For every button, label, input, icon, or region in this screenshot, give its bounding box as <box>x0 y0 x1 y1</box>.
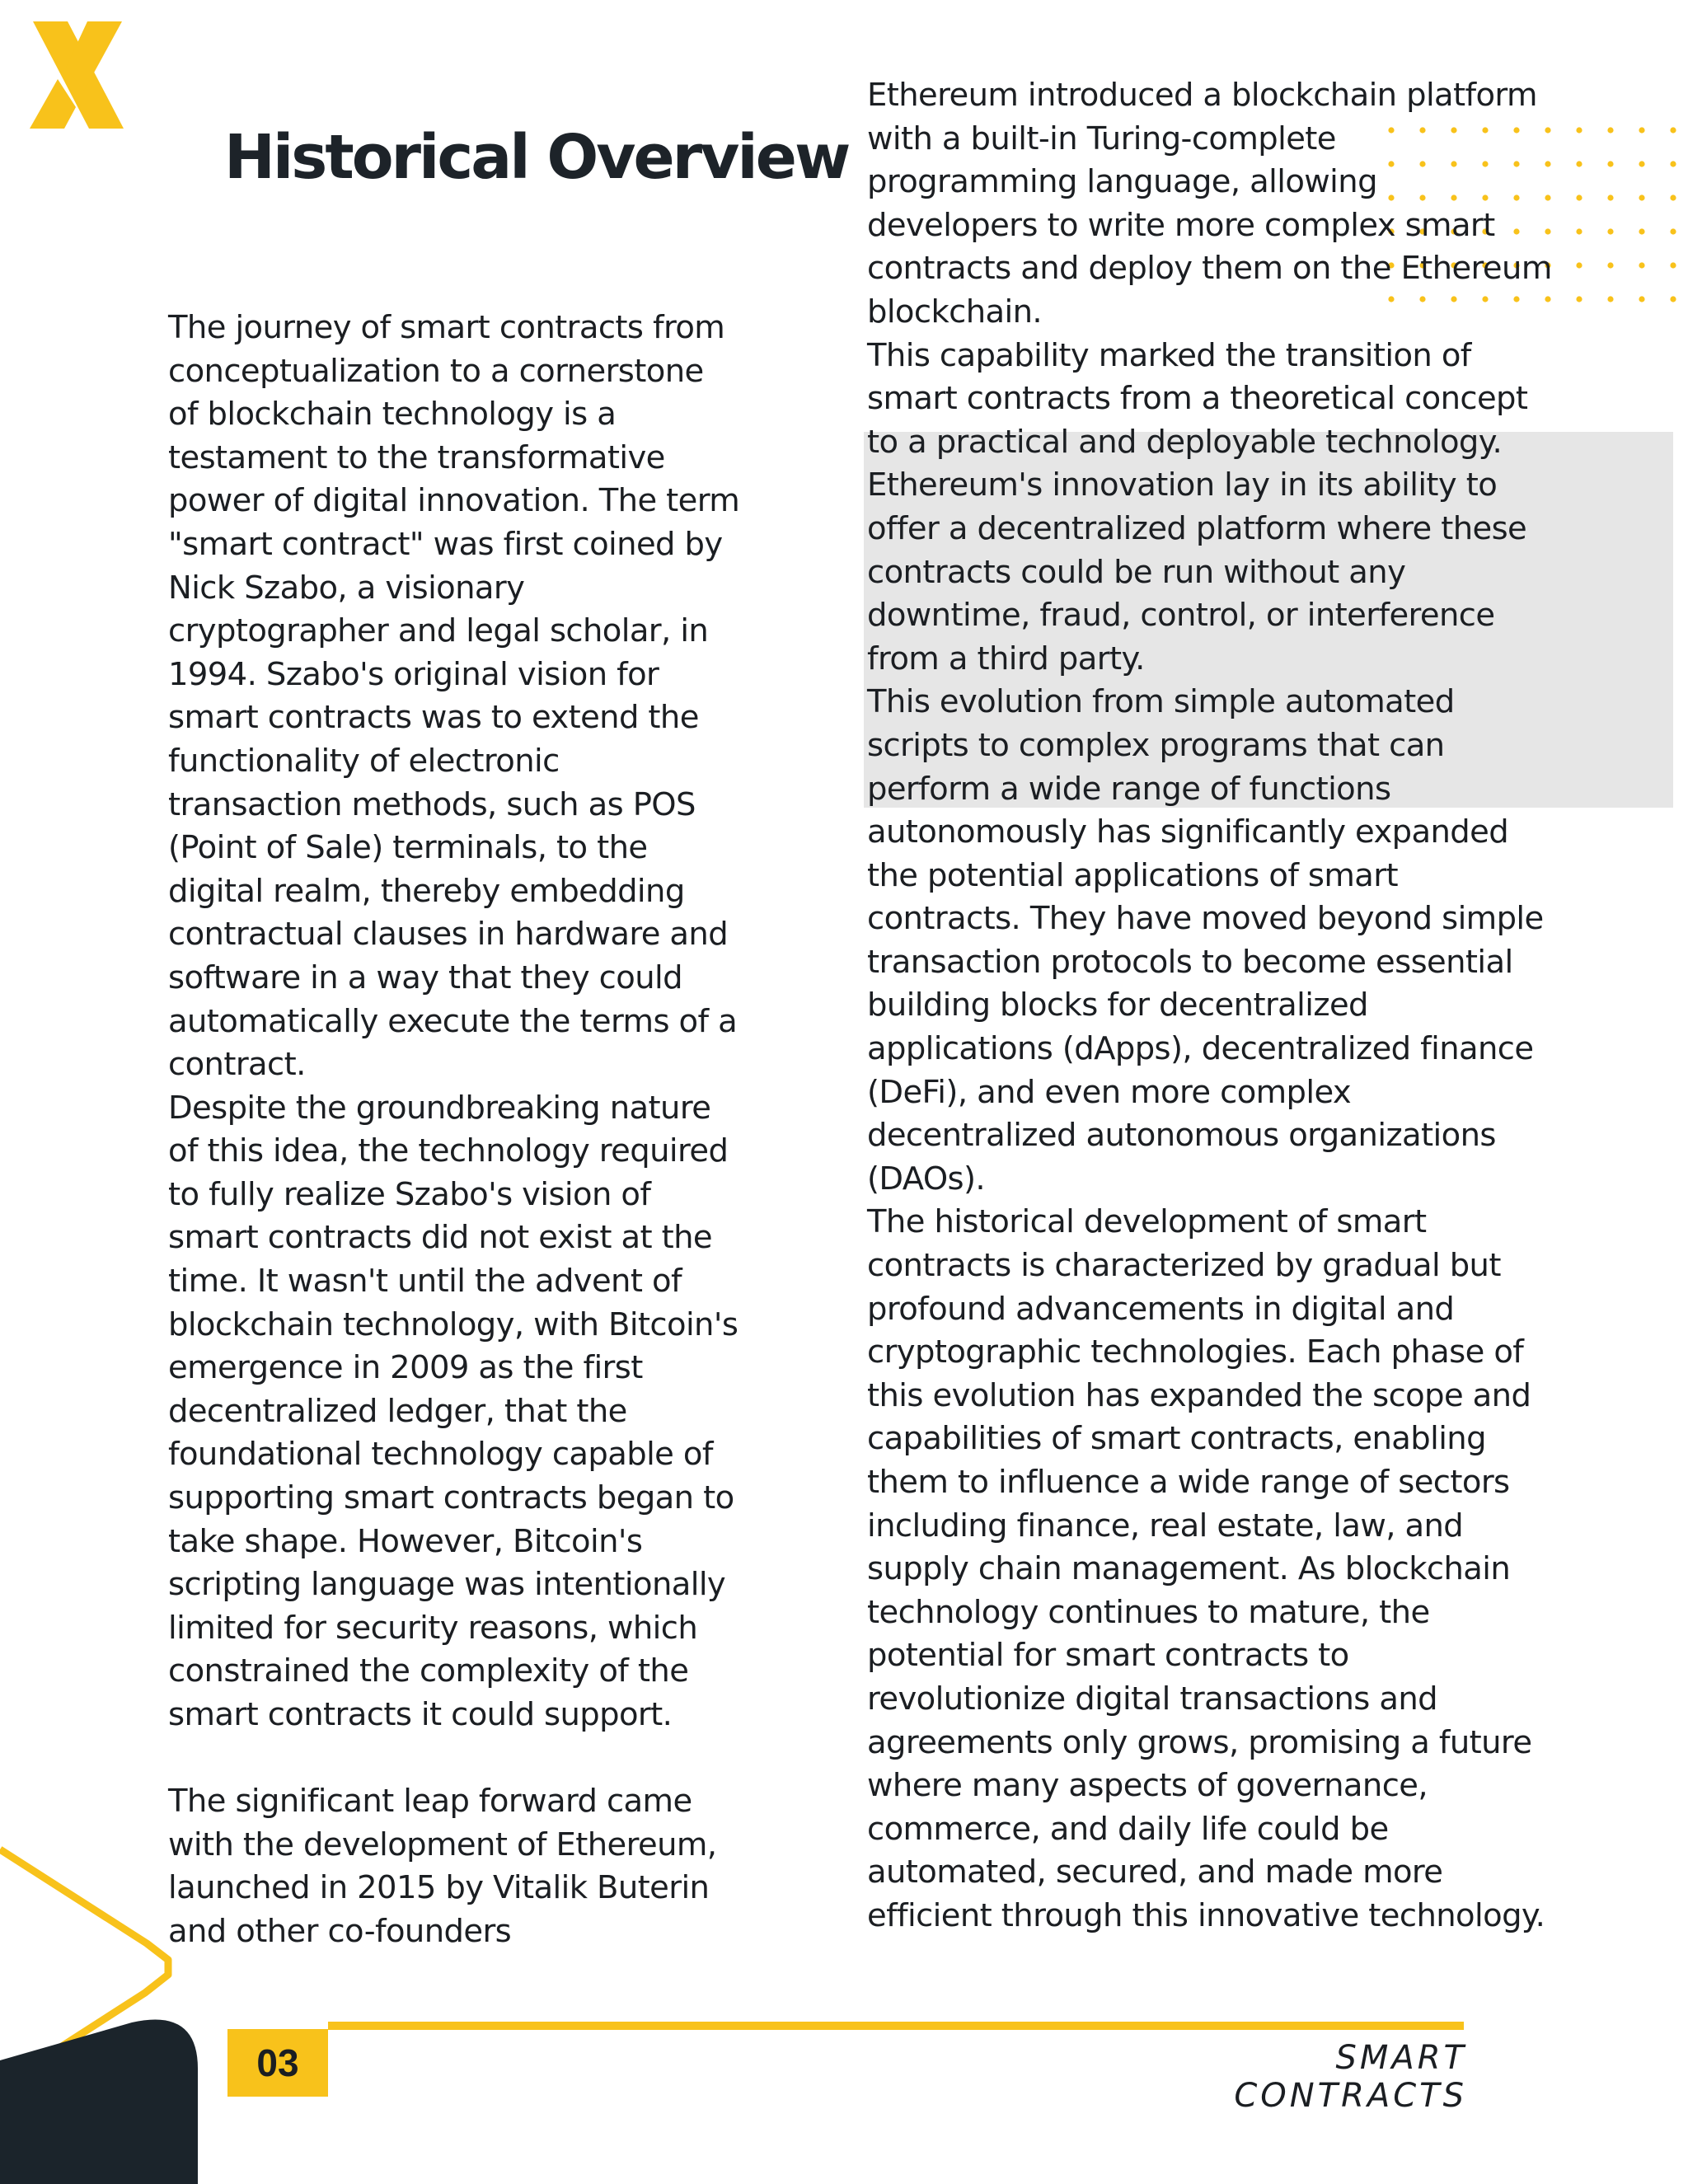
decor-dot <box>1639 228 1644 234</box>
decor-dot <box>1670 262 1676 268</box>
decor-dot <box>1670 161 1676 166</box>
left-column-text: The journey of smart contracts from conceptualization to a cornerstone of blockchain technology is a testament to the transformative power of digital innovation. The term "smart contract" was first coined by Nick Szabo, a visionary cryptographer and legal scholar, in 1994. Szabo's original vision for smart contracts was to extend the functionality of electronic transaction methods, such as POS (Point of Sale) terminals, to the digital realm, thereby embedding contractual clauses in hardware and software in a way that they could automatically execute the terms of a contract. Despite the groundbreaking nature of this idea, the technology required to fully realize Szabo's vision of smart contracts did not exist at the time. It wasn't until the advent of blockchain technology, with Bitcoin's emergence in 2009 as the first decentralized ledger, that the foundational technology capable of supporting smart contracts began to take shape. However, Bitcoin's scripting language was intentionally limited for security reasons, which constrained the complexity of the smart contracts it could support. The significant leap forward came with the development of Ethereum, launched in 2015 by Vitalik Buterin and other co-founders <box>168 309 740 1950</box>
footer-accent-line <box>328 2022 1464 2030</box>
decor-dot <box>1607 194 1613 200</box>
right-column-text: Ethereum introduced a blockchain platform with a built-in Turing-complete programming language, allowing developers to write more complex smart contracts and deploy them on the Ethereum blockchain. This capability marked the transition of smart contracts from a theoretical concept to a practical and deployable technology. Ethereum's innovation lay in its ability to offer a decentralized platform where these contracts could be run without any downtime, fraud, control, or interference from a third party. This evolution from simple automated scripts to complex programs that can perform a wide range of functions autonomously has significantly expanded the potential applications of smart contracts. They have moved beyond simple transaction protocols to become essential building blocks for decentralized applications (dApps), decentralized finance (DeFi), and even more complex decentralized autonomous organizations (DAOs). The historical development of smart contracts is characterized by gradual but profound advancements in digital and cryptographic technologies. Each phase of this evolution has expanded the scope and capabilities of smart contracts, enabling them to influence a wide range of sectors including finance, real estate, law, and supply chain management. As blockchain technology continues to mature, the potential for smart contracts to revolutionize digital transactions and agreements only grows, promising a future where many aspects of governance, commerce, and daily life could be automated, secured, and made more efficient through this innovative technology. <box>867 77 1552 1934</box>
page-number-badge: 03 <box>227 2029 328 2097</box>
decor-dot <box>1639 194 1644 200</box>
decor-dot <box>1670 228 1676 234</box>
footer-doc-title: SMART CONTRACTS <box>1234 2039 1467 2115</box>
decor-dot <box>1607 296 1613 302</box>
decor-dot <box>1607 262 1613 268</box>
decor-dot <box>1607 127 1613 133</box>
decor-dot <box>1607 228 1613 234</box>
corner-decoration <box>0 1813 198 2184</box>
decor-dot <box>1639 262 1644 268</box>
decor-dot <box>1670 194 1676 200</box>
decor-dot <box>1639 161 1644 166</box>
decor-dot <box>1670 296 1676 302</box>
decor-dot <box>1639 296 1644 302</box>
decor-dot <box>1670 127 1676 133</box>
page-title: Historical Overview <box>224 122 849 193</box>
decor-dot <box>1607 161 1613 166</box>
decor-dot <box>1639 127 1644 133</box>
x-logo-icon <box>30 21 127 129</box>
